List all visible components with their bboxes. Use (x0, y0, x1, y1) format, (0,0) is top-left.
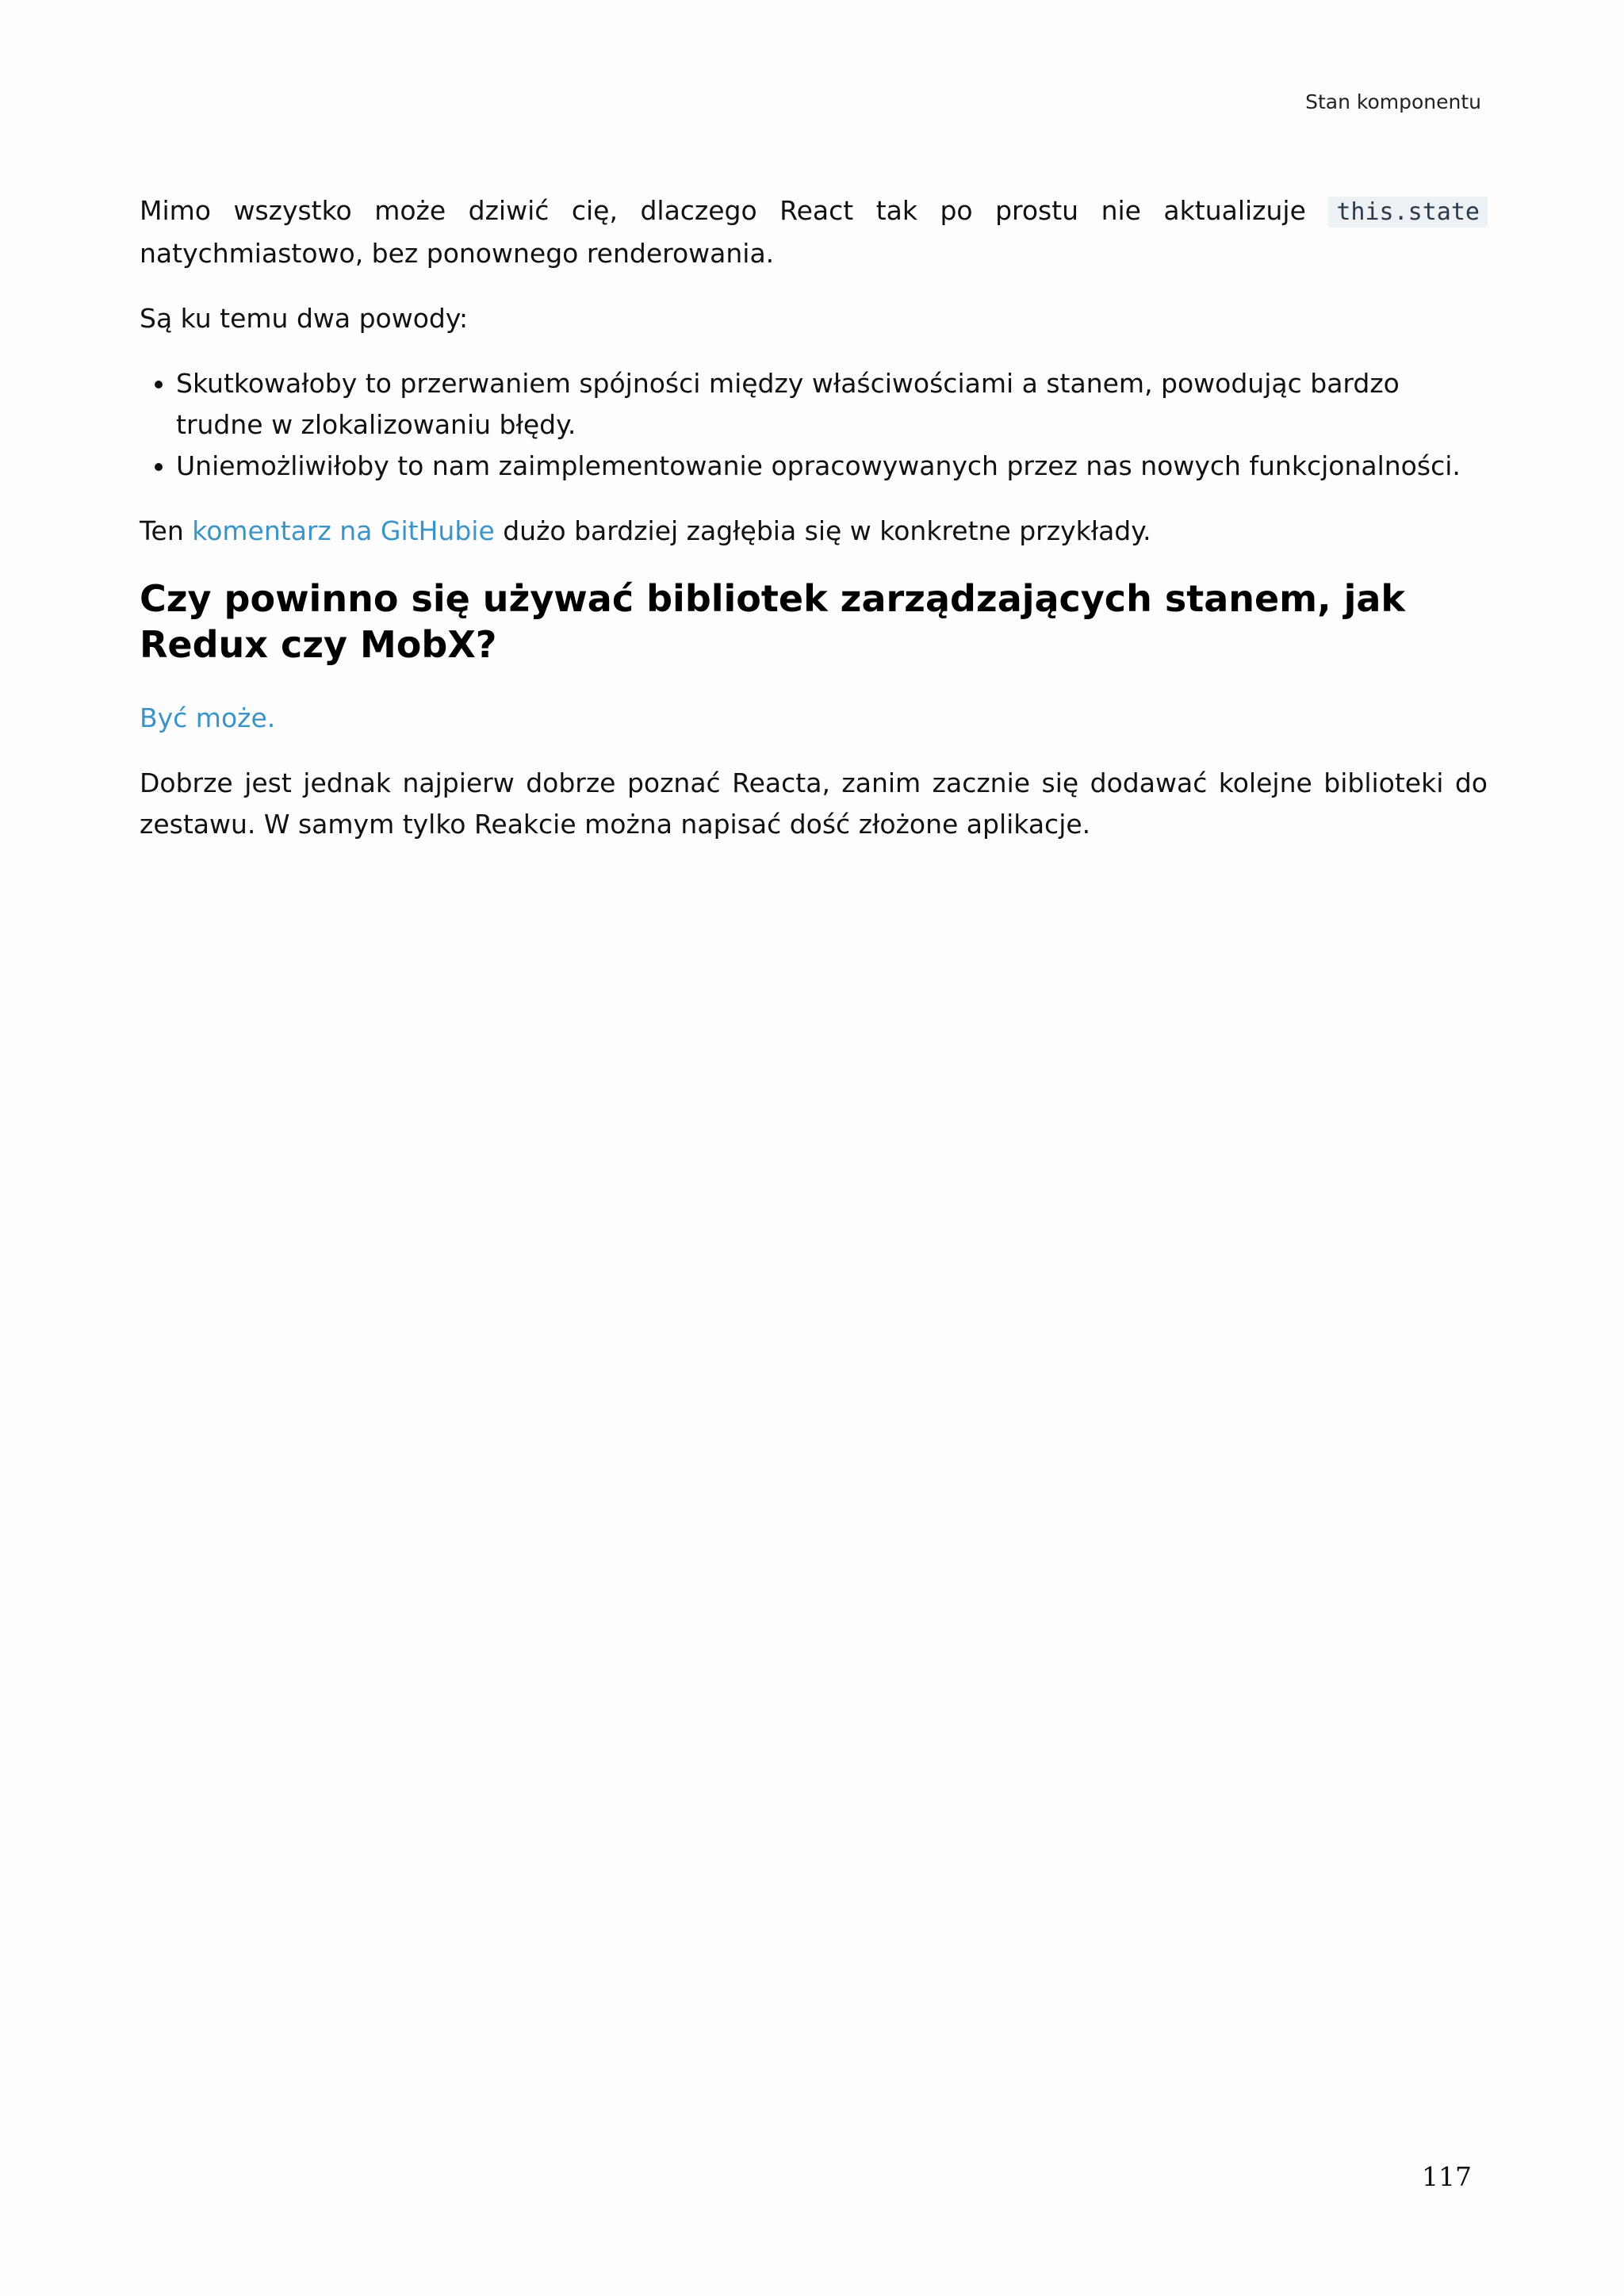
paragraph-advice: Dobrze jest jednak najpierw dobrze poznać Reacta, zanim zacznie się dodawać kolejne biblioteki do zestawu. W samym tylko Reakcie można napisać dość złożone aplikacje. (140, 767, 1488, 840)
github-comment-link[interactable]: komentarz na GitHubie (192, 515, 495, 546)
intro-text-end: natychmiastowo, bez ponownego renderowania. (140, 238, 775, 269)
list-item: • Skutkowałoby to przerwaniem spójności między właściwościami a stanem, powodując bardzo trudne w zlokalizowaniu błędy. (176, 363, 1488, 446)
reasons-list (140, 363, 1488, 487)
section-heading: Czy powinno się używać bibliotek zarządzających stanem, jak Redux czy MobX? (140, 577, 1406, 666)
page-content (140, 190, 1488, 869)
paragraph-intro (140, 190, 1488, 274)
page-number: 117 (1422, 2161, 1472, 2192)
github-text-end: dużo bardziej zagłębia się w konkretne przykłady. (494, 515, 1151, 546)
running-header: Stan komponentu (1305, 90, 1481, 113)
github-text: Ten (140, 515, 193, 546)
paragraph-reasons-lead: Są ku temu dwa powody: (140, 303, 469, 334)
paragraph-answer (140, 698, 1488, 739)
answer-link[interactable]: Być może. (140, 702, 276, 733)
intro-text: Mimo wszystko może dziwić cię, dlaczego React tak po prostu nie aktualizuje (140, 195, 1329, 226)
list-item: • Uniemożliwiłoby to nam zaimplementowanie opracowywanych przez nas nowych funkcjonalności. (176, 446, 1488, 487)
paragraph-github (140, 511, 1488, 552)
inline-code-this-state: this.state (1328, 197, 1488, 228)
